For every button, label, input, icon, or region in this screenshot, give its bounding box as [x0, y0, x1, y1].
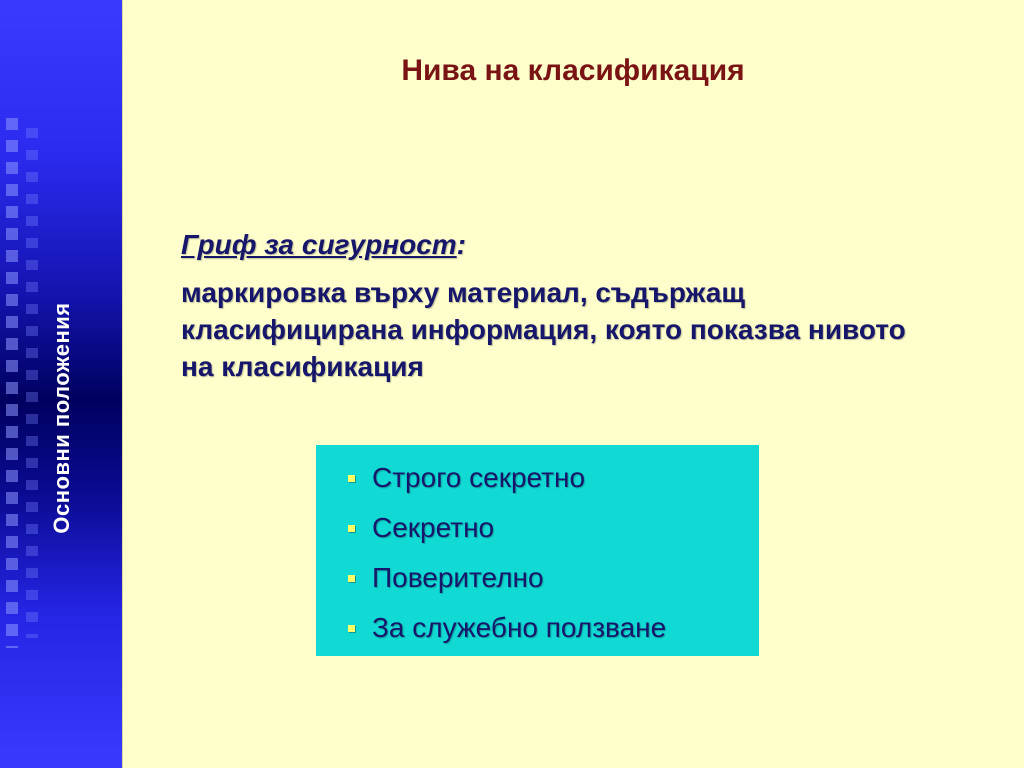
list-item	[348, 553, 759, 603]
level-label: Строго секретно	[372, 462, 586, 493]
definition-colon: :	[456, 229, 466, 260]
sidebar-decoration-secondary	[26, 128, 38, 638]
level-label: За служебно ползване	[372, 612, 667, 643]
slide-title: Нива на класификация	[401, 54, 745, 87]
bullet-icon	[348, 525, 355, 532]
list-item	[348, 603, 759, 653]
definition-term-line	[181, 226, 941, 263]
bullet-icon	[348, 475, 355, 482]
list-item	[348, 453, 759, 503]
list-item	[348, 503, 759, 553]
bullet-icon	[348, 625, 355, 632]
level-label: Поверително	[372, 562, 544, 593]
bullet-icon	[348, 575, 355, 582]
sidebar-label: Основни положения	[49, 302, 74, 534]
level-label: Секретно	[372, 512, 495, 543]
sidebar-panel	[0, 0, 123, 768]
definition-term: Гриф за сигурност	[181, 229, 457, 260]
definition-description: маркировка върху материал, съдържащ класифицирана информация, която показва нивото на класификация	[181, 277, 906, 382]
classification-levels-box	[316, 445, 759, 656]
definition-block	[181, 226, 941, 385]
